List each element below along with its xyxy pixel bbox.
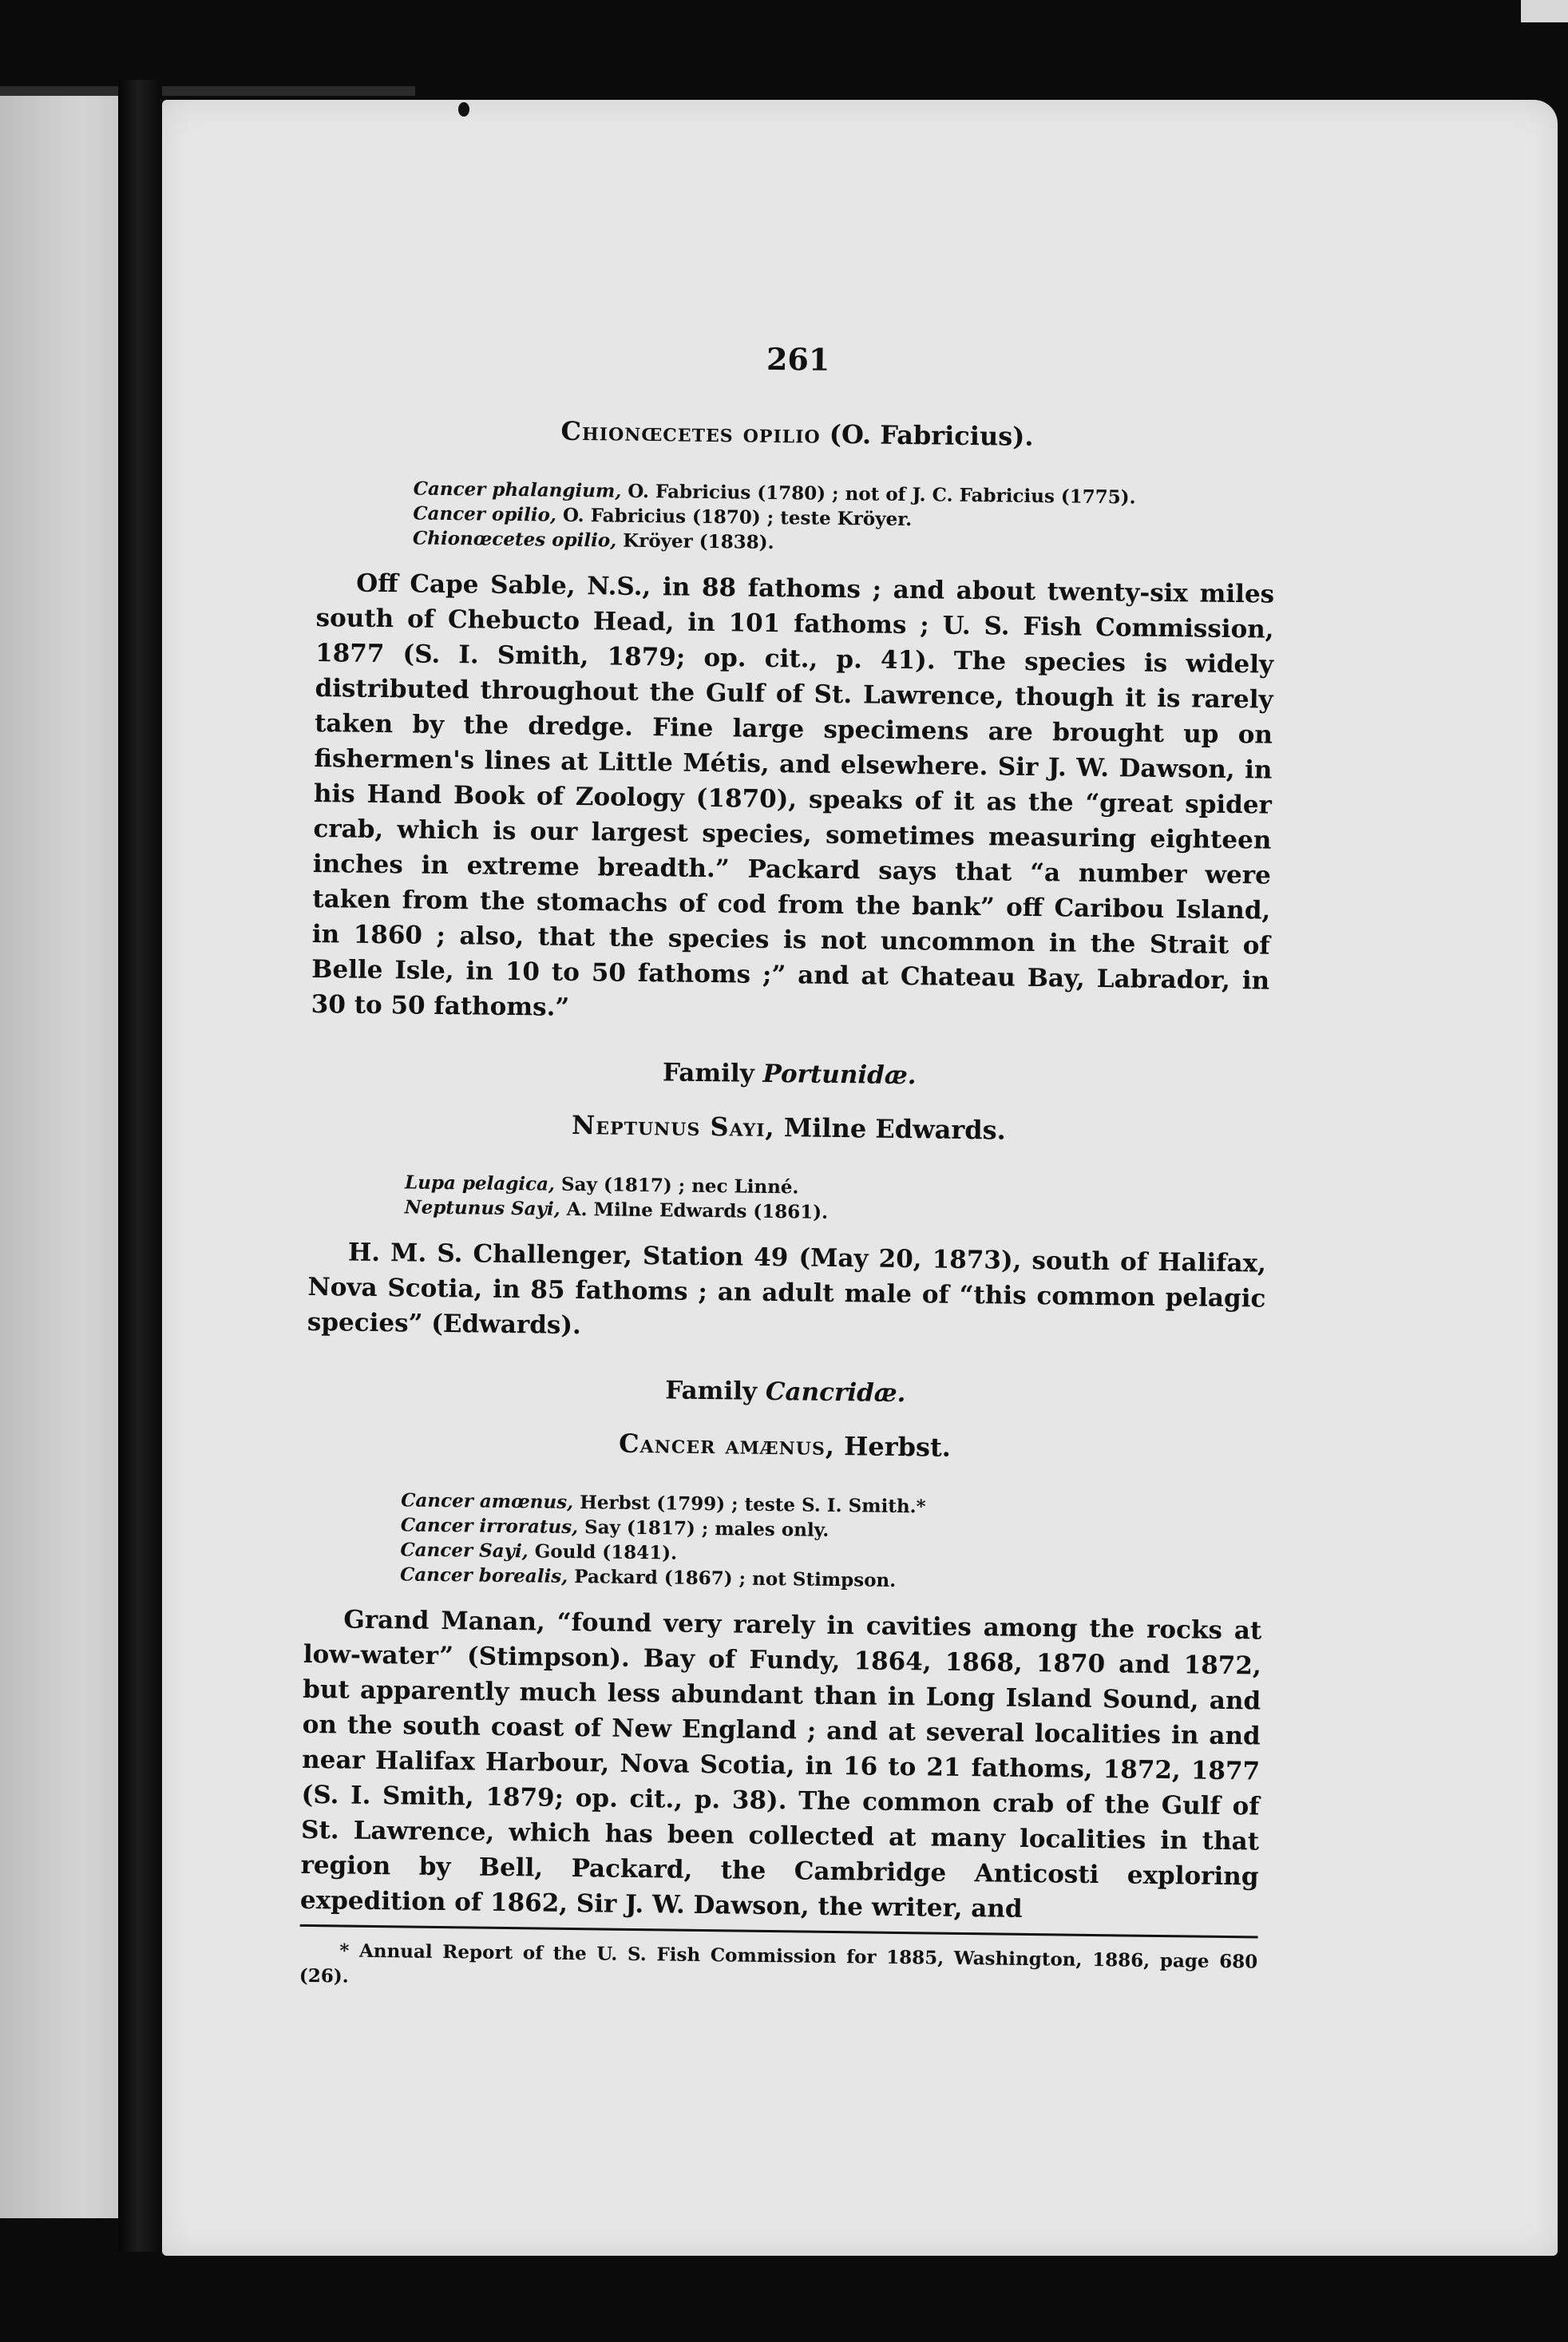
synonym-line: Cancer borealis, Packard (1867) ; not Stimpson. bbox=[399, 1563, 897, 1591]
species-heading-1 bbox=[318, 413, 1276, 455]
page-number: 261 bbox=[766, 340, 830, 378]
family-heading-1: Family Portunidæ. bbox=[662, 1058, 917, 1091]
species-paragraph-3: Grand Manan, “found very rarely in cavities among the rocks at low-water” (Stimpson). Bay of Fundy, 1864, 1868, 1870 and 1872, but apparently much less abundant than in Long Island Sound, and on the south coast of New England ; and at several localities in and near Halifax Harbour, Nova Scotia, in 16 to 21 fathoms, 1872, 1877 (S. I. Smith, 1879; op. cit., p. 38). The common crab of the Gulf of St. Lawrence, which has been collected at many localities in that region by Bell, Packard, the Cambridge Anticosti exploring expedition of 1862, Sir J. W. Dawson, the writer, and bbox=[299, 1605, 1262, 1924]
synonym-list-3 bbox=[400, 1488, 1263, 1597]
species-name: Chionœcetes opilio bbox=[560, 415, 821, 450]
species-name: Cancer amænus, bbox=[618, 1428, 836, 1461]
synonym-line: Cancer phalangium, O. Fabricius (1780) ; not of J. C. Fabricius (1775). bbox=[413, 478, 1136, 509]
synonym-list-2 bbox=[404, 1170, 1267, 1230]
synonym-line: Cancer irroratus, Say (1817) ; males only. bbox=[400, 1514, 830, 1541]
species-heading-2 bbox=[310, 1107, 1268, 1149]
footnote: * Annual Report of the U. S. Fish Commission for 1885, Washington, 1886, page 680 (26). bbox=[299, 1940, 1258, 1987]
page-content bbox=[299, 335, 1277, 2001]
species-author: Milne Edwards. bbox=[783, 1112, 1007, 1146]
previous-page-edge bbox=[0, 94, 118, 2218]
family-heading-2: Family Cancridæ. bbox=[665, 1376, 906, 1409]
page-top-shadow bbox=[0, 86, 415, 96]
synonym-line: Chionœcetes opilio, Kröyer (1838). bbox=[412, 527, 774, 553]
synonym-line: Lupa pelagica, Say (1817) ; nec Linné. bbox=[404, 1171, 799, 1199]
ink-dot bbox=[458, 102, 469, 117]
book-gutter bbox=[118, 80, 162, 2252]
species-author: Herbst. bbox=[843, 1431, 952, 1463]
species-paragraph-1: Off Cape Sable, N.S., in 88 fathoms ; and about twenty-six miles south of Chebucto Head, in 101 fathoms ; U. S. Fish Commission, 1877 (S. I. Smith, 1879; op. cit., p. 41). The species is widely distributed throughout the Gulf of St. Lawrence, though it is rarely taken by the dredge. Fine large specimens are brought up on fishermen's lines at Little Métis, and elsewhere. Sir J. W. Dawson, in his Hand Book of Zoology (1870), speaks of it as the “great spider crab, which is our largest species, sometimes measuring eighteen inches in extreme breadth.” Packard says that “a number were taken from the stomachs of cod from the bank” off Caribou Island, in 1860 ; also, that the species is not uncommon in the Strait of Belle Isle, in 10 to 50 fathoms ;” and at Chateau Bay, Labrador, in 30 to 50 fathoms.” bbox=[311, 569, 1275, 1022]
species-paragraph-2: H. M. S. Challenger, Station 49 (May 20, 1873), south of Halifax, Nova Scotia, in 85 fathoms ; an adult male of “this common pelagic species” (Edwards). bbox=[307, 1238, 1267, 1341]
species-heading-3 bbox=[306, 1425, 1264, 1467]
synonym-line: Cancer amœnus, Herbst (1799) ; teste S. I. Smith.* bbox=[401, 1489, 926, 1518]
synonym-line: Cancer opilio, O. Fabricius (1870) ; teste Kröyer. bbox=[413, 502, 913, 531]
species-name: Neptunus Sayi, bbox=[571, 1109, 775, 1143]
corner-mark bbox=[1521, 0, 1568, 22]
synonym-list-1 bbox=[413, 476, 1276, 561]
synonym-line: Cancer Sayi, Gould (1841). bbox=[400, 1539, 678, 1564]
species-author: (O. Fabricius). bbox=[829, 418, 1034, 452]
synonym-line: Neptunus Sayi, A. Milne Edwards (1861). bbox=[404, 1196, 829, 1223]
